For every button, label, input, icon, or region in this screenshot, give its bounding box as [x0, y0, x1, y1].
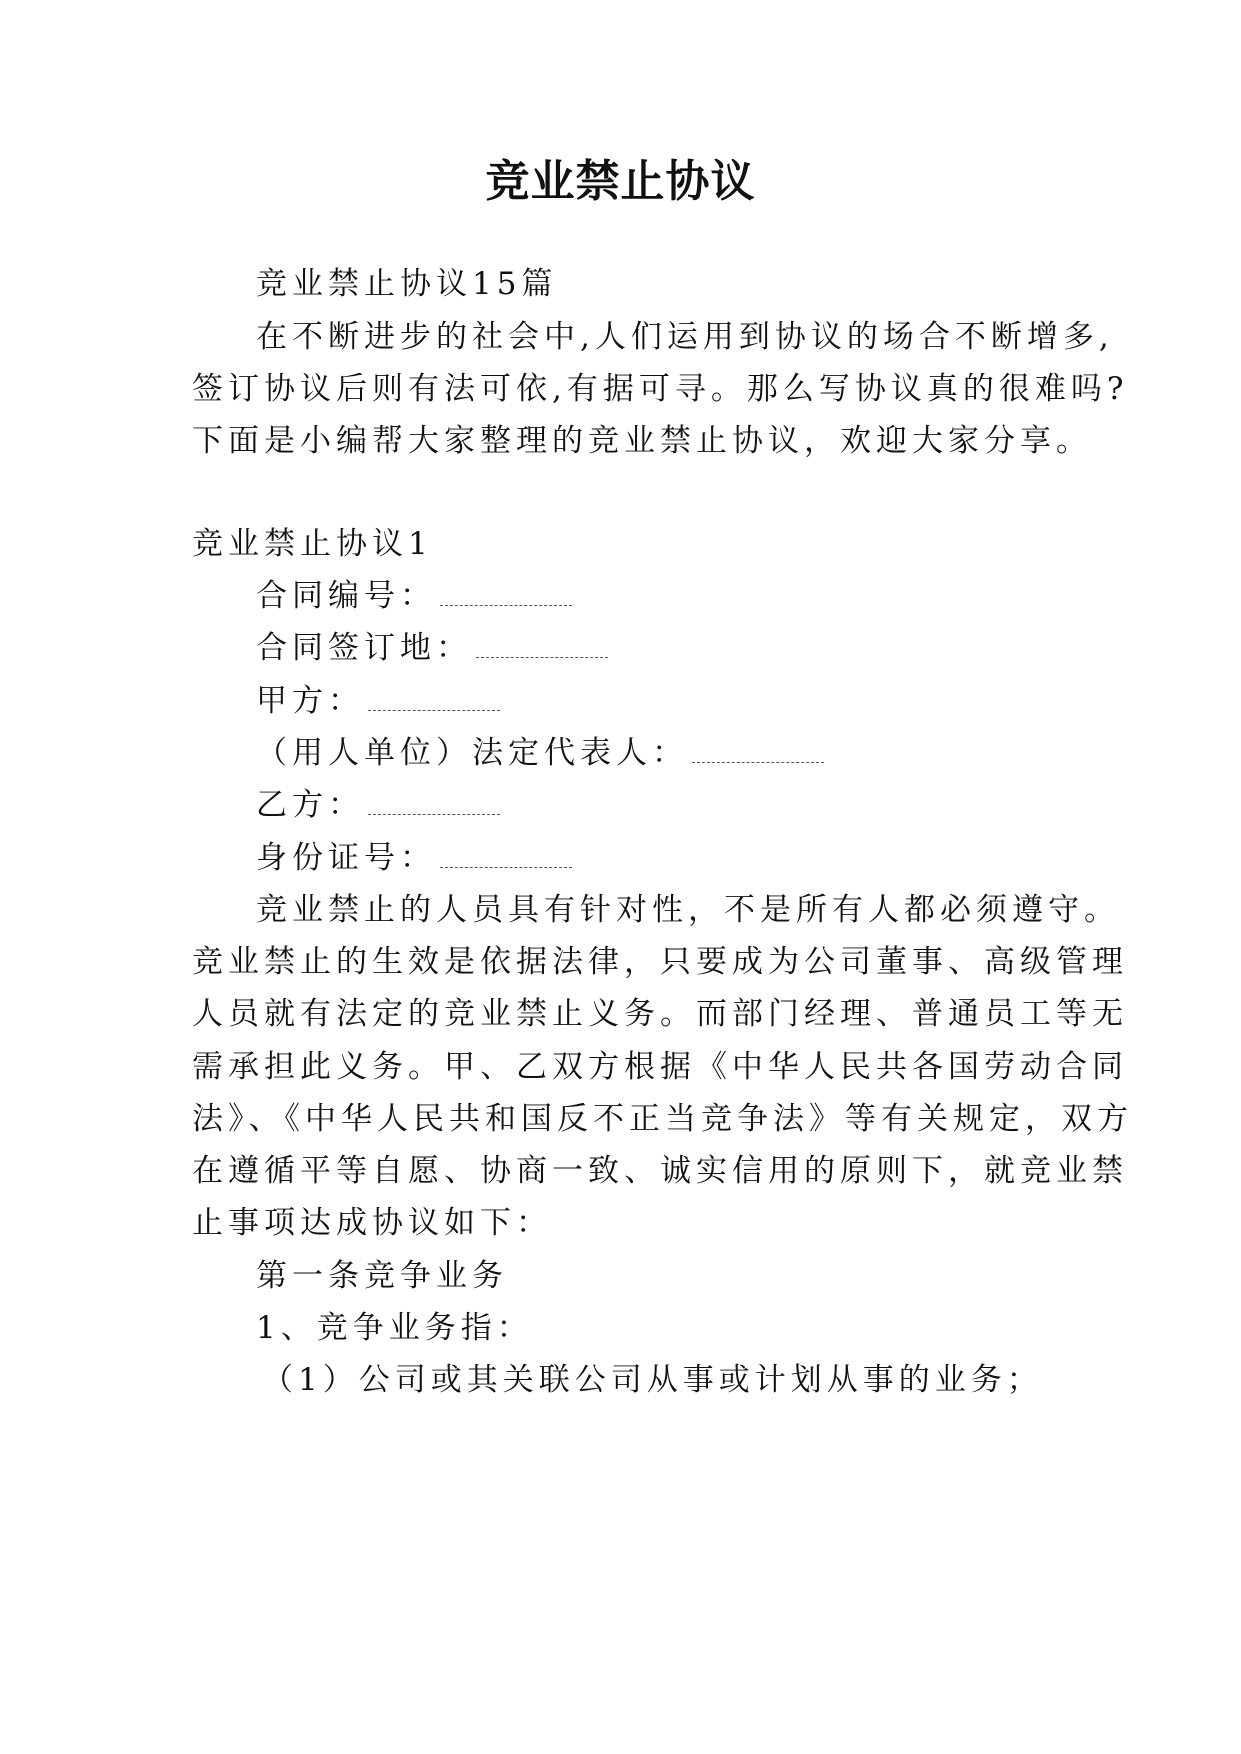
body-line-5: 法》、《中华人民共和国反不正当竞争法》等有关规定，双方 [192, 1101, 1133, 1137]
body-line-6: 在遵循平等自愿、协商一致、诚实信用的原则下，就竞业禁 [192, 1153, 1128, 1189]
field-signing-place [256, 628, 608, 668]
field-id-number [256, 838, 572, 878]
body-line-3: 人员就有法定的竞业禁止义务。而部门经理、普通员工等无 [192, 996, 1128, 1032]
field-blank [368, 688, 500, 711]
intro-line-3: 下面是小编帮大家整理的竞业禁止协议，欢迎大家分享。 [192, 423, 1092, 459]
intro-line-1: 在不断进步的社会中,人们运用到协议的场合不断增多, [256, 319, 1114, 355]
field-legal-representative [256, 733, 824, 773]
field-label: 身份证号： [256, 840, 436, 876]
body-line-7: 止事项达成协议如下： [192, 1205, 552, 1241]
field-blank [440, 845, 572, 868]
field-label: 甲方： [256, 683, 364, 719]
field-party-b [256, 785, 500, 825]
field-blank [476, 635, 608, 658]
field-blank [440, 583, 572, 606]
body-line-1: 竞业禁止的人员具有针对性，不是所有人都必须遵守。 [256, 892, 1120, 928]
field-label: 乙方： [256, 787, 364, 823]
field-party-a [256, 681, 500, 721]
article-heading: 第一条竞争业务 [256, 1258, 508, 1294]
field-blank [368, 792, 500, 815]
body-line-4: 需承担此义务。甲、乙双方根据《中华人民共各国劳动合同 [192, 1049, 1128, 1085]
item-1: 1、竞争业务指： [256, 1310, 533, 1346]
field-label: 合同编号： [256, 578, 436, 614]
item-1-sub: （1）公司或其关联公司从事或计划从事的业务； [262, 1362, 1043, 1398]
field-contract-number [256, 576, 572, 616]
intro-line-2: 签订协议后则有法可依,有据可寻。那么写协议真的很难吗? [192, 371, 1129, 407]
field-label: （用人单位）法定代表人： [256, 735, 688, 771]
field-label: 合同签订地： [256, 630, 472, 666]
field-blank [692, 740, 824, 763]
body-line-2: 竞业禁止的生效是依据法律，只要成为公司董事、高级管理 [192, 944, 1128, 980]
document-title: 竞业禁止协议 [485, 156, 756, 207]
document-subtitle: 竞业禁止协议15篇 [256, 266, 558, 302]
section-heading: 竞业禁止协议1 [192, 526, 433, 562]
